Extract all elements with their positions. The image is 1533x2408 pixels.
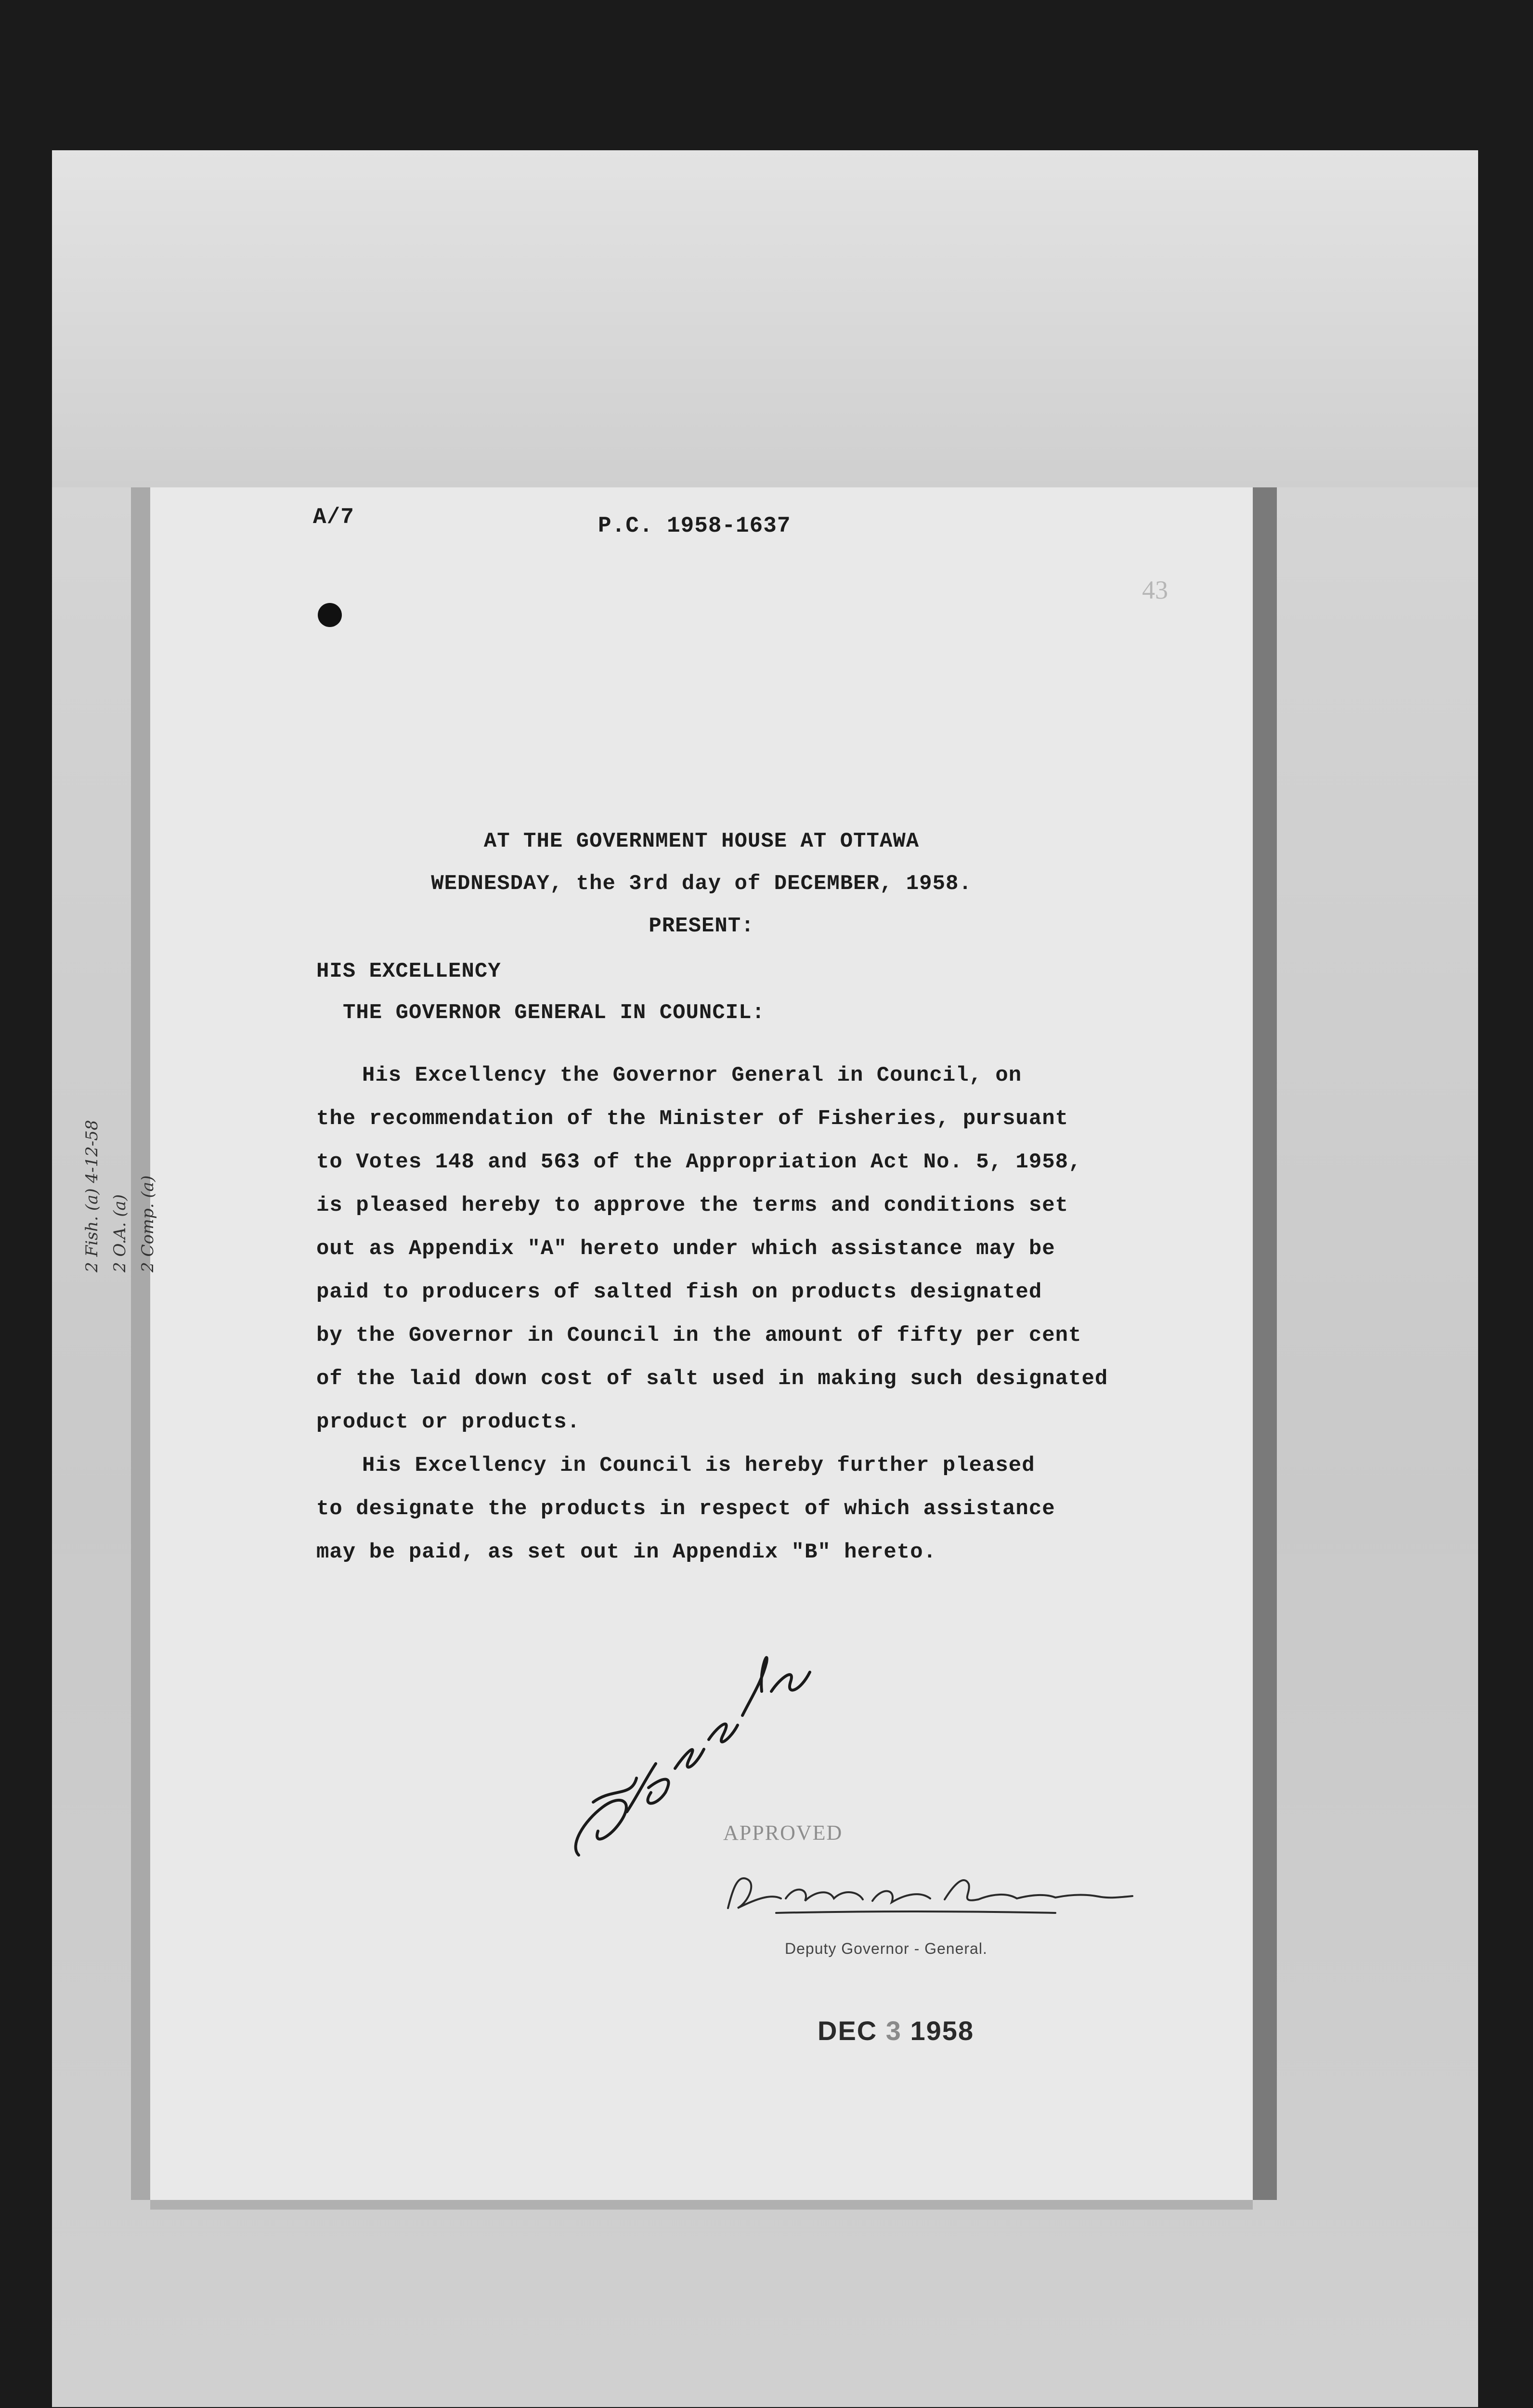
- paragraph-line: is pleased hereby to approve the terms and conditions set: [316, 1193, 1069, 1217]
- salutation-line: HIS EXCELLENCY: [316, 959, 501, 983]
- margin-note: 2 Fish. (a) 4-12-58: [82, 1120, 102, 1272]
- heading-present: PRESENT:: [649, 914, 754, 938]
- margin-note: 2 O.A. (a): [110, 1194, 130, 1272]
- heading-date: WEDNESDAY, the 3rd day of DECEMBER, 1958.: [431, 872, 972, 896]
- paragraph-line: by the Governor in Council in the amount of fifty per cent: [316, 1323, 1082, 1348]
- margin-note: 2 Comp. (a): [138, 1175, 157, 1272]
- date-stamp-month: DEC: [818, 2015, 878, 2046]
- paragraph-line: of the laid down cost of salt used in making such designated: [316, 1367, 1108, 1391]
- deputy-governor-general-title: Deputy Governor - General.: [785, 1940, 987, 1957]
- folio-number: 43: [1142, 576, 1168, 604]
- handwritten-margin-notes: [78, 1120, 162, 1272]
- backing-sheet: [52, 150, 1478, 487]
- heading-location: AT THE GOVERNMENT HOUSE AT OTTAWA: [483, 829, 920, 853]
- paragraph-line: to designate the products in respect of which assistance: [316, 1497, 1055, 1521]
- punch-hole: [318, 603, 342, 627]
- date-stamp-day: 3: [885, 2015, 902, 2046]
- order-in-council-number: P.C. 1958-1637: [598, 513, 791, 538]
- paragraph-line: may be paid, as set out in Appendix "B" hereto.: [316, 1540, 937, 1564]
- paragraph-line: product or products.: [316, 1410, 581, 1434]
- paragraph-line: out as Appendix "A" hereto under which assistance may be: [316, 1237, 1055, 1261]
- page-marker: A/7: [313, 505, 354, 530]
- document-page: [82, 487, 1253, 2200]
- paragraph-line: His Excellency the Governor General in Council, on: [362, 1063, 1022, 1087]
- paragraph-line: paid to producers of salted fish on products designated: [316, 1280, 1042, 1304]
- date-stamp: [818, 2015, 974, 2046]
- paragraph-line: the recommendation of the Minister of Fisheries, pursuant: [316, 1107, 1069, 1131]
- date-stamp-year: 1958: [910, 2015, 974, 2046]
- salutation-line: THE GOVERNOR GENERAL IN COUNCIL:: [343, 1001, 765, 1025]
- paragraph-line: to Votes 148 and 563 of the Appropriation Act No. 5, 1958,: [316, 1150, 1082, 1174]
- approved-stamp: APPROVED: [723, 1821, 843, 1845]
- deputy-governor-signature: [718, 1865, 1152, 1923]
- paragraph-line: His Excellency in Council is hereby further pleased: [362, 1453, 1035, 1478]
